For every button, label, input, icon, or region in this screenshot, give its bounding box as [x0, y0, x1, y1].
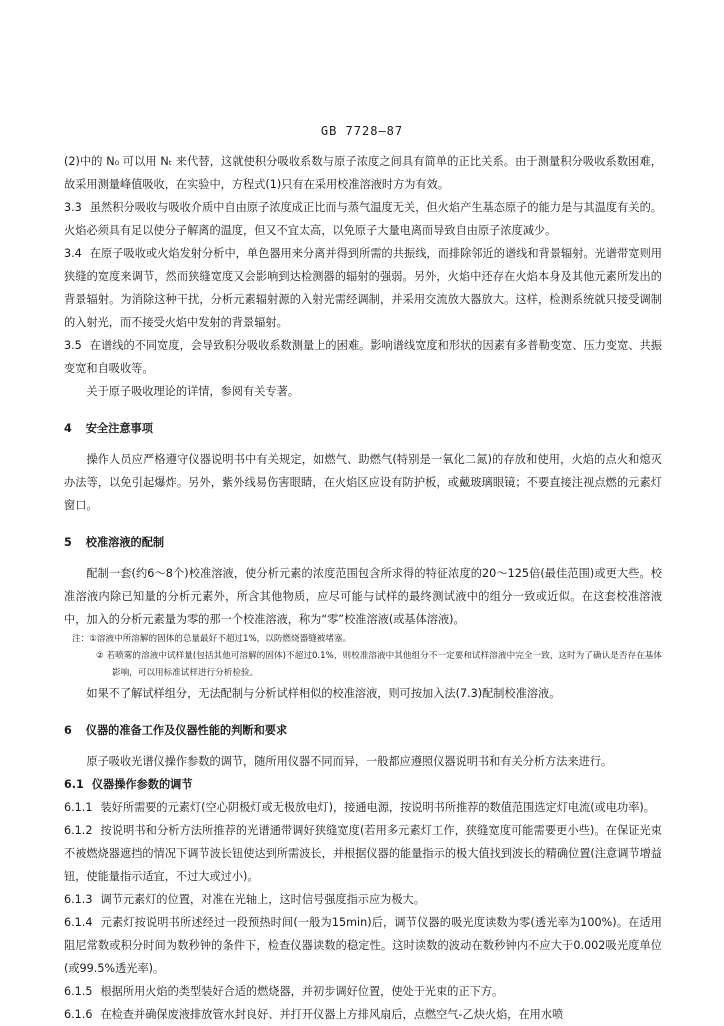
clause-number: 6.1.1	[64, 801, 93, 814]
note-2: ② 若喷雾的溶液中试样量(包括其他可溶解的固体)不超过0.1%，则校准溶液中其他组分不一定要和试样溶液中完全一致，这时为了确认是否存在基体影响，可以用标准试样进行分析检验。	[96, 651, 662, 678]
section-title: 校准溶液的配制	[85, 536, 165, 549]
section-number: 6.1	[64, 778, 84, 791]
section-number: 4	[64, 422, 72, 435]
paragraph-addition-method: 如果不了解试样组分，无法配制与分析试样相似的校准溶液，则可按加入法(7.3)配制校准溶液。	[86, 687, 561, 700]
clause-3-3	[64, 196, 662, 242]
section-5-heading	[64, 531, 662, 554]
clause-text: 虽然积分吸收与吸收介质中自由原子浓度成正比而与蒸气温度无关，但火焰产生基态原子的能力是与其温度有关的。火焰必须具有足以使分子解离的温度，但又不宜太高，以免原子大量电离而导致自由原子浓度减少。	[64, 201, 662, 237]
clause-6-1-2	[64, 819, 662, 888]
clause-text: 在谱线的不同宽度，会导致积分吸收系数测量上的困难。影响谱线宽度和形状的因素有多普勒变宽、压力变宽、共振变宽和自吸收等。	[64, 339, 662, 375]
section-number: 5	[64, 536, 72, 549]
clause-6-1-6	[64, 1003, 662, 1026]
clause-text: 装好所需要的元素灯(空心阴极灯或无极放电灯)，接通电源，按说明书所推荐的数值范围选定灯电流(或电功率)。	[100, 801, 655, 814]
section-title: 安全注意事项	[85, 422, 153, 435]
note-text: 溶液中所溶解的固体的总量最好不超过1%，以防燃烧器缝被堵塞。	[96, 634, 352, 644]
document-body	[64, 150, 662, 1026]
clause-3-5	[64, 334, 662, 380]
section-title: 仪器的准备工作及仪器性能的判断和要求	[85, 724, 288, 737]
note-label: 注：①	[72, 634, 97, 644]
section-4-text: 操作人员应严格遵守仪器说明书中有关规定，如燃气、助燃气(特别是一氧化二氮)的存放和使用，火焰的点火和熄灭办法等，以免引起爆炸。另外，紫外线易伤害眼睛，在火焰区应设有防护板，或戴玻璃眼镜；不要直接注视点燃的元素灯窗口。	[64, 453, 662, 512]
section-title: 仪器操作参数的调节	[91, 778, 193, 791]
clause-number: 3.5	[64, 339, 82, 352]
section-5-text: 配制一套(约6～8个)校准溶液，使分析元素的浓度范围包含所求得的特征浓度的20～125倍(最佳范围)或更大些。校准溶液内除已知量的分析元素外，所含其他物质，应尽可能与试样的最终测试液中的组分一致或近似。在这套校准溶液中，加入的分析元素量为零的那一个校准溶液，称为“零”校准溶液(或基体溶液)。	[64, 567, 662, 626]
clause-number: 3.3	[64, 201, 82, 214]
clause-3-4	[64, 242, 662, 334]
clause-text: 根据所用火焰的类型装好合适的燃烧器，并初步调好位置，使处于光束的正下方。	[100, 985, 504, 998]
subsection-6-1-heading	[64, 773, 662, 796]
section-4-heading	[64, 417, 662, 440]
clause-number: 6.1.6	[64, 1008, 93, 1021]
clause-number: 6.1.3	[64, 893, 93, 906]
clause-text: 按说明书和分析方法所推荐的光谱通带调好狭缝宽度(若用多元素灯工作，狭缝宽度可能需要更小些)。在保证光束不被燃烧器遮挡的情况下调节波长钮使达到所需波长，并根据仪器的能量指示的极大值找到波长的精确位置(注意调节增益钮，使能量指示适宜，不过大或过小)。	[64, 824, 662, 883]
paragraph-formula-note: (2)中的 N₀ 可以用 Nₜ 来代替，这就使积分吸收系数与原子浓度之间具有简单的正比关系。由于测量积分吸收系数困难，故采用测量峰值吸收，在实验中，方程式(1)只有在采用校准溶液时方为有效。	[64, 155, 662, 191]
clause-number: 6.1.5	[64, 985, 93, 998]
clause-6-1-5	[64, 980, 662, 1003]
standard-number-header: GB 7728—87	[320, 124, 404, 138]
clause-number: 6.1.2	[64, 824, 93, 837]
clause-number: 6.1.4	[64, 916, 93, 929]
section-6-heading	[64, 719, 662, 742]
clause-6-1-4	[64, 911, 662, 980]
clause-6-1-1	[64, 796, 662, 819]
clause-text: 元素灯按说明书所述经过一段预热时间(一般为15min)后，调节仪器的吸光度读数为零(透光率为100%)。在适用阻尼常数或积分时间为数秒钟的条件下，检查仪器读数的稳定性。这时读数的波动在数秒钟内不应大于0.002吸光度单位(或99.5%透光率)。	[64, 916, 662, 975]
clause-6-1-3	[64, 888, 662, 911]
clause-text: 在原子吸收或火焰发射分析中，单色器用来分离并得到所需的共振线，而排除邻近的谱线和背景辐射。光谱带宽则用狭缝的宽度来调节，然而狭缝宽度又会影响到达检测器的辐射的强弱。另外，火焰中还存在火焰本身及其他元素所发出的背景辐射。为消除这种干扰，分析元素辐射源的入射光需经调制，并采用交流放大器放大。这样，检测系统就只接受调制的入射光，而不接受火焰中发射的背景辐射。	[64, 247, 662, 329]
section-number: 6	[64, 724, 72, 737]
paragraph-reference: 关于原子吸收理论的详情，参阅有关专著。	[86, 385, 299, 398]
section-6-text: 原子吸收光谱仪操作参数的调节，随所用仪器不同而异，一般都应遵照仪器说明书和有关分析方法来进行。	[86, 755, 613, 768]
clause-text: 在检查并确保废液排放管水封良好、并打开仪器上方排风扇后，点燃空气-乙炔火焰，在用水喷	[100, 1008, 564, 1021]
note-1	[72, 631, 662, 648]
clause-text: 调节元素灯的位置，对准在光轴上，这时信号强度指示应为极大。	[100, 893, 425, 906]
clause-number: 3.4	[64, 247, 82, 260]
